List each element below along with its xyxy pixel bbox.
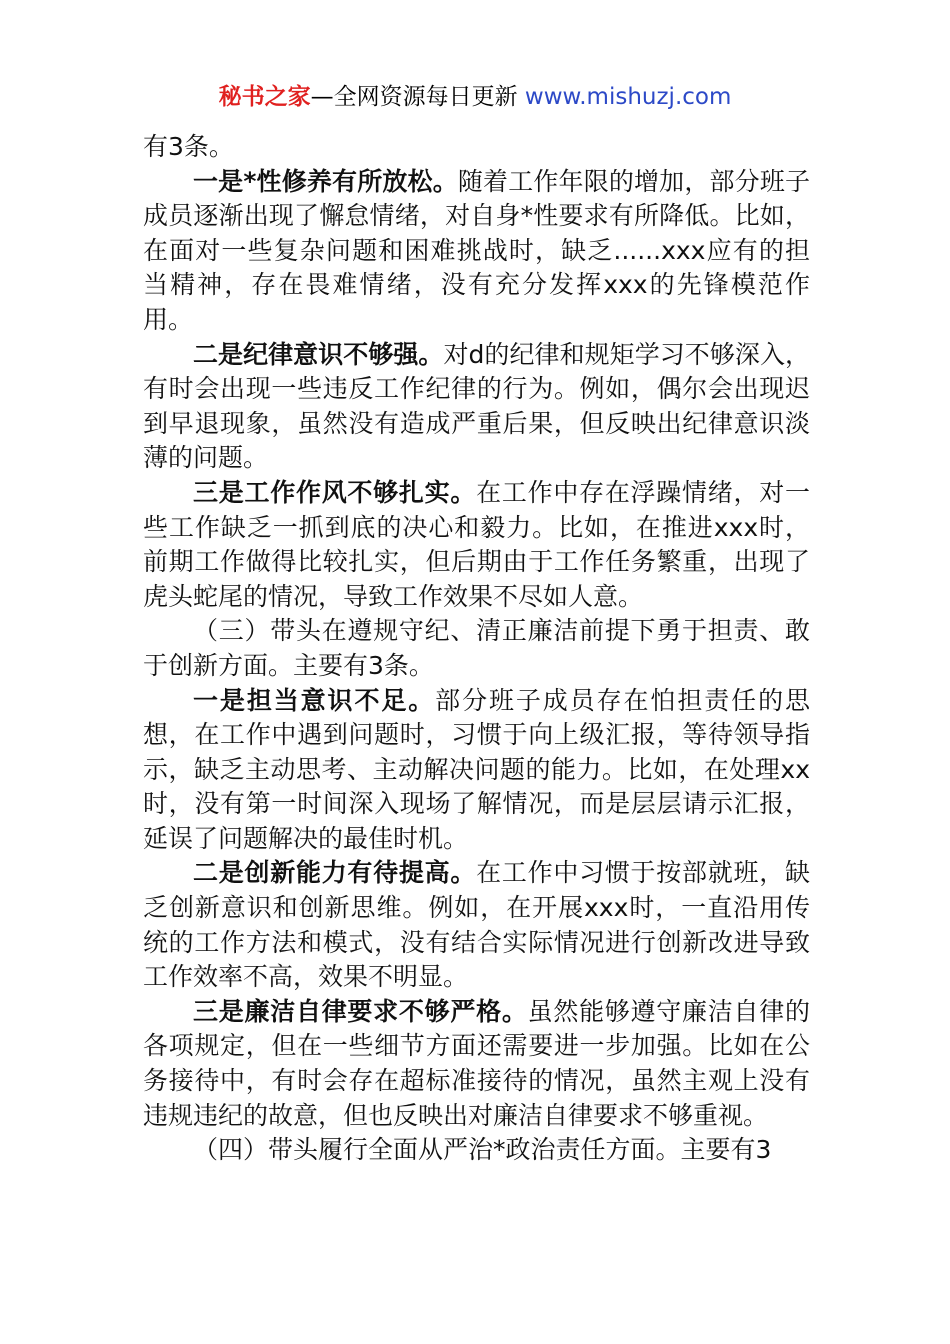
paragraph-lead: 三是工作作风不够扎实。 [193,477,477,507]
section-heading [143,614,810,683]
paragraph-text: 部分班子成员存在怕担责任的思想，在工作中遇到问题时，习惯于向上级汇报，等待领导指示，缺乏主动思考、主动解决问题的能力。比如，在处理xx时，没有第一时间深入现场了解情况，而是层层请示汇报，延误了问题解决的最佳时机。 [143,685,810,853]
paragraph-lead: 三是廉洁自律要求不够严格。 [193,996,528,1026]
paragraph-text: 有3条。 [143,132,234,161]
paragraph-point [143,995,810,1133]
paragraph-text: 虽然能够遵守廉洁自律的各项规定，但在一些细节方面还需要进一步加强。比如在公务接待中，有时会存在超标准接待的情况，虽然主观上没有违规违纪的故意，但也反映出对廉洁自律要求不够重视。 [143,996,810,1130]
paragraph-lead: 二是纪律意识不够强。 [193,339,444,369]
paragraph-lead: 一是*性修养有所放松。 [193,166,458,196]
site-tagline: —全网资源每日更新 [310,84,525,110]
paragraph-point [143,476,810,614]
site-header [0,80,950,114]
paragraph-point [143,338,810,476]
paragraph-text: 在工作中存在浮躁情绪，对一些工作缺乏一抓到底的决心和毅力。比如，在推进xxx时，前期工作做得比较扎实，但后期由于工作任务繁重，出现了虎头蛇尾的情况，导致工作效果不尽如人意。 [143,477,810,611]
paragraph-lead: 一是担当意识不足。 [193,685,436,715]
paragraph-point [143,856,810,994]
paragraph-lead: 二是创新能力有待提高。 [193,858,477,888]
paragraph-text: 随着工作年限的增加，部分班子成员逐渐出现了懈怠情绪，对自身*性要求有所降低。比如，在面对一些复杂问题和困难挑战时，缺乏......xxx应有的担当精神，存在畏难情绪，没有充分发挥xxx的先锋模范作用。 [143,166,810,334]
paragraph-text: 对d的纪律和规矩学习不够深入，有时会出现一些违反工作纪律的行为。例如，偶尔会出现迟到早退现象，虽然没有造成严重后果，但反映出纪律意识淡薄的问题。 [143,339,810,473]
paragraph-point [143,684,810,857]
section-heading-text: （三）带头在遵规守纪、清正廉洁前提下勇于担责、敢于创新方面。主要有3条。 [143,616,810,680]
site-url[interactable]: www.mishuzj.com [524,84,732,110]
paragraph-text: 在工作中习惯于按部就班，缺乏创新意识和创新思维。例如，在开展xxx时，一直沿用传统的工作方法和模式，没有结合实际情况进行创新改进导致工作效率不高，效果不明显。 [143,858,810,992]
paragraph-continuation [143,130,810,165]
paragraph-point [143,165,810,338]
section-heading [143,1133,810,1168]
document-body [143,130,810,1168]
section-heading-text: （四）带头履行全面从严治*政治责任方面。主要有3 [193,1135,772,1165]
site-brand: 秘书之家 [218,84,311,110]
